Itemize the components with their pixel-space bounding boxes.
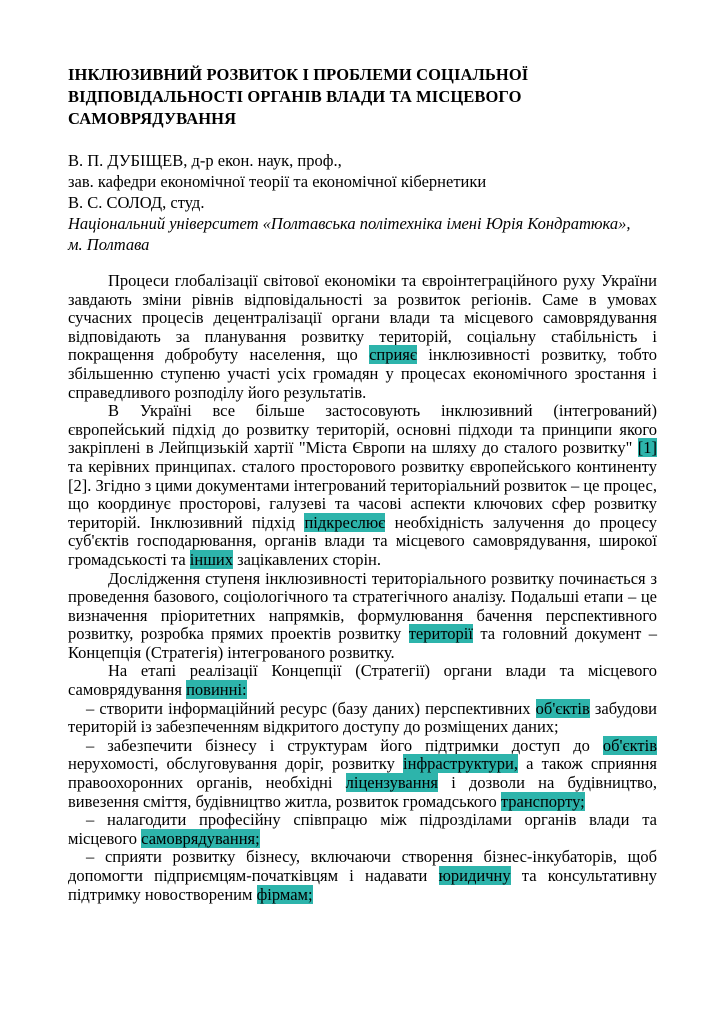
affiliation-line: м. Полтава xyxy=(68,235,150,254)
article-title xyxy=(68,64,657,130)
document-body xyxy=(68,272,657,904)
grammar-highlight[interactable]: інших xyxy=(189,549,233,569)
text-run: та керівних принципах. сталого просторового розвитку європейського континенту [2]. Згідно з цими документами інтегрований територіальний розвиток – це процес, що координує просторові, галузеві та часові аспекти ключових сфер розвитку територій. Інклюзивний підхід xyxy=(68,456,657,532)
text-run: Дослідження ступеня інклюзивності територіального розвитку починається з проведення базового, соціологічного та стратегічного аналізу. Подальші етапи – це визначення пріоритетних напрямків, формулювання бачення перспективного розвитку, розробка прямих проектів розвитку xyxy=(68,568,657,644)
text-run: – налагодити професійну співпрацю між підрозділами органів влади та місцевого xyxy=(68,810,657,848)
list-item xyxy=(68,848,657,904)
grammar-highlight[interactable]: території xyxy=(408,624,473,644)
list-item xyxy=(68,811,657,848)
title-line: ІНКЛЮЗИВНИЙ РОЗВИТОК І ПРОБЛЕМИ СОЦІАЛЬНОЇ xyxy=(68,65,529,84)
author-line: зав. кафедри економічної теорії та економічної кібернетики xyxy=(68,172,487,191)
authors-block xyxy=(68,150,657,213)
grammar-highlight[interactable]: самоврядування; xyxy=(141,828,260,848)
text-run: та консультативну підтримку новоствореним xyxy=(68,866,657,904)
title-line: САМОВРЯДУВАННЯ xyxy=(68,109,237,128)
text-run: та головний документ – Концепція (Стратегія) інтегрованого розвитку. xyxy=(68,624,658,662)
grammar-highlight[interactable]: об'єктів xyxy=(535,698,590,718)
paragraph xyxy=(68,662,657,699)
grammar-highlight[interactable]: підкреслює xyxy=(304,512,386,532)
text-run: В Україні все більше застосовують інклюзивний (інтегрований) європейський підхід до розвитку територій, основні підходи та принципи якого закріплені в Лейпцизькій хартії "Міста Європи на шляху до сталого розвитку" xyxy=(68,401,657,458)
grammar-highlight[interactable]: повинні: xyxy=(186,680,247,700)
author-line: В. С. СОЛОД, студ. xyxy=(68,193,205,212)
list-item xyxy=(68,700,657,737)
text-run: забудови територій із забезпеченням відкритого доступу до розміщених даних; xyxy=(68,698,657,737)
affiliation xyxy=(68,213,657,255)
text-run: інклюзивності розвитку, тобто збільшенню ступеню участі усіх громадян у процесах економічного зростання і справедливого розподілу його результатів. xyxy=(68,345,658,402)
paragraph xyxy=(68,570,657,663)
text-run: а також сприяння правоохоронних органів, необхідні xyxy=(68,754,657,793)
author-line: В. П. ДУБІЩЕВ, д-р екон. наук, проф., xyxy=(68,151,342,170)
text-run: – забезпечити бізнесу і структурам його підтримки доступ до xyxy=(86,735,603,755)
paragraph xyxy=(68,272,657,402)
text-run: Процеси глобалізації світової економіки та євроінтеграційного руху України завдають зміни рівнів відповідальності за розвиток регіонів. Саме в умовах сучасних процесів децентралізації органи влади та місцевого самоврядування відповідають за планування розвитку територій, соціальну стабільність і покращення добробуту населення, що xyxy=(68,271,657,365)
text-run: – створити інформаційний ресурс (базу даних) перспективних xyxy=(86,698,536,718)
grammar-highlight[interactable]: інфраструктури, xyxy=(403,754,518,774)
affiliation-line: Національний університет «Полтавська політехніка імені Юрія Кондратюка», xyxy=(68,214,631,233)
grammar-highlight[interactable]: ліцензування xyxy=(345,773,438,793)
text-run: нерухомості, обслуговування доріг, розвитку xyxy=(68,754,404,774)
grammar-highlight[interactable]: [1] xyxy=(637,438,657,458)
title-line: ВІДПОВІДАЛЬНОСТІ ОРГАНІВ ВЛАДИ ТА МІСЦЕВОГО xyxy=(68,87,522,106)
grammar-highlight[interactable]: юридичну xyxy=(438,866,511,885)
text-run: зацікавлених сторін. xyxy=(233,549,381,569)
grammar-highlight[interactable]: транспорту; xyxy=(500,791,585,811)
text-run: і дозволи на будівництво, вивезення сміття, будівництво житла, розвиток громадського xyxy=(68,773,657,811)
list-item xyxy=(68,737,657,811)
grammar-highlight[interactable]: фірмам; xyxy=(256,884,313,904)
text-run: необхідність залучення до процесу суб'єктів господарювання, органів влади та місцевого самоврядування, широкої громадськості та xyxy=(68,512,657,569)
text-run: На етапі реалізації Концепції (Стратегії) органи влади та місцевого самоврядування xyxy=(68,661,657,700)
text-run: – сприяти розвитку бізнесу, включаючи створення бізнес-інкубаторів, щоб допомогти підприємцям-початківцям і надавати xyxy=(68,847,657,885)
paragraph xyxy=(68,402,657,569)
grammar-highlight[interactable]: об'єктів xyxy=(602,735,657,755)
grammar-highlight[interactable]: сприяє xyxy=(369,345,417,365)
